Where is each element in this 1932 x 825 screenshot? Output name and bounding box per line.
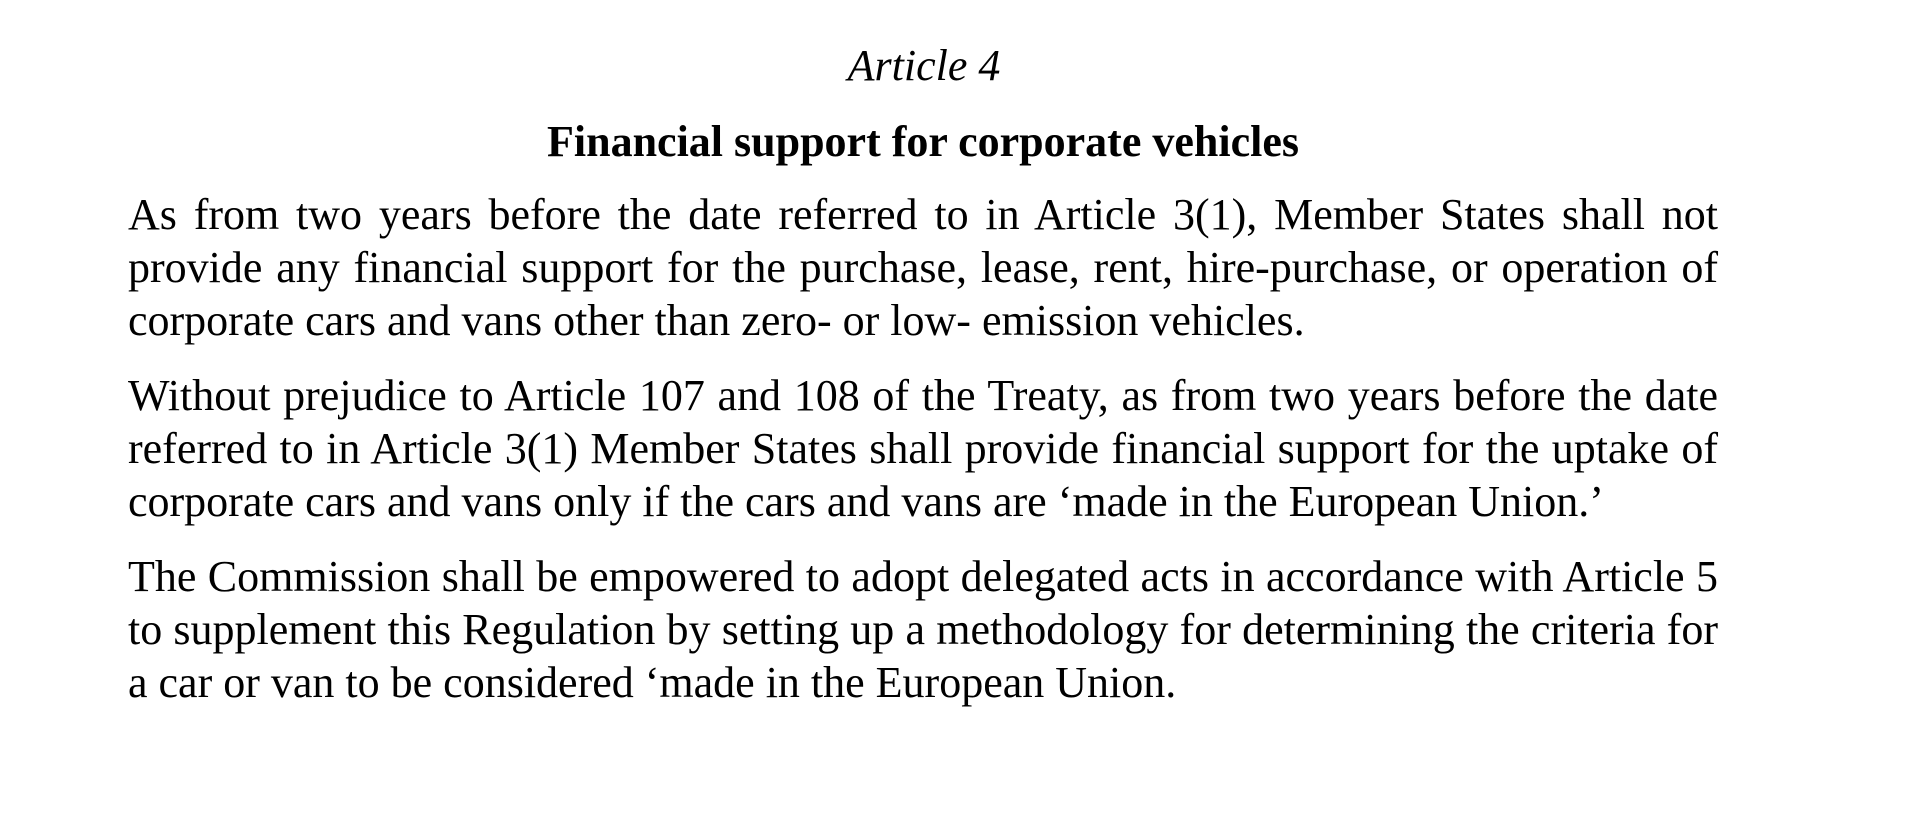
paragraph-3: The Commission shall be empowered to adopt delegated acts in accordance with Article 5 to supplement this Regulation by setting up a methodology for determining the criteria for a car or van to be considered ‘made in the European Union. — [128, 552, 1718, 707]
article-title: Financial support for corporate vehicles — [547, 117, 1299, 166]
paragraph-1: As from two years before the date referred to in Article 3(1), Member States shall not provide any financial support for the purchase, lease, rent, hire-purchase, or operation of corporate cars and vans other than zero- or low- emission vehicles. — [128, 190, 1718, 345]
paragraph-2: Without prejudice to Article 107 and 108 of the Treaty, as from two years before the date referred to in Article 3(1) Member States shall provide financial support for the uptake of corporate cars and vans only if the cars and vans are ‘made in the European Union.’ — [128, 371, 1718, 526]
document-body — [128, 38, 1718, 709]
article-number: Article 4 — [847, 41, 1001, 90]
